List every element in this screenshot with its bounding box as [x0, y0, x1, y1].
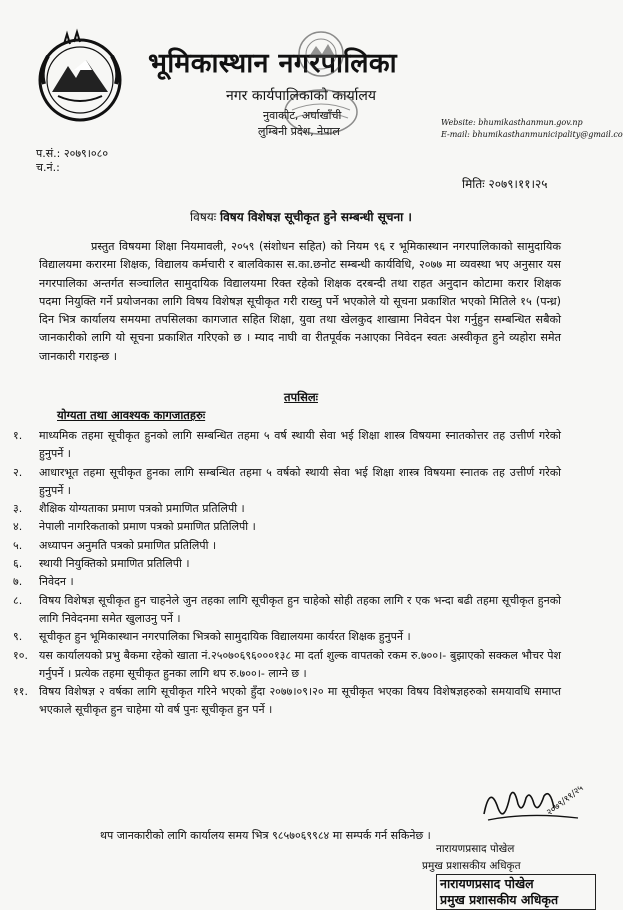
handwritten-signature	[478, 774, 590, 832]
list-item	[13, 628, 561, 646]
item-text: शैक्षिक योग्यताका प्रमाण पत्रको प्रमाणित प्रतिलिपी ।	[39, 502, 245, 516]
subject-label: विषयः	[190, 210, 217, 224]
item-text: विषय विशेषज्ञ २ वर्षका लागि सूचीकृत गरिने भएको हुँदा २०७७।०९।२० मा सूचीकृत भएका विषय विशेषज्ञहरुको समयावधि समाप्त भएकाले सूचीकृत हुन चाहेमा यो वर्ष पुनः सूचीकृत हुन पर्ने ।	[39, 685, 561, 717]
item-text: आधारभूत तहमा सूचीकृत हुनका लागि सम्बन्धित तहमा ५ वर्षको स्थायी सेवा भई शिक्षा शास्त्र विषयमा स्नातक तह उत्तीर्ण गरेको हुनुपर्ने ।	[39, 465, 561, 497]
item-text: नेपाली नागरिकताको प्रमाण पत्रको प्रमाणित प्रतिलिपी ।	[39, 520, 256, 534]
svg-text:२०७९/११/२५: २०७९/११/२५	[545, 783, 586, 819]
list-item	[13, 464, 561, 501]
subject-text: विषय विशेषज्ञ सूचीकृत हुने सम्बन्धी सूचना ।	[219, 210, 412, 224]
stamp-name: नारायणप्रसाद पोखेल	[440, 876, 534, 891]
dispatch-number: च.नं.:	[36, 161, 60, 174]
item-number: ३.	[13, 502, 23, 516]
email-text: E-mail: bhumikasthanmunicipality@gmail.co	[441, 130, 623, 139]
requirements-list	[13, 427, 561, 720]
list-item	[13, 683, 561, 720]
item-number: ५.	[13, 538, 23, 552]
item-text: सूचीकृत हुन भूमिकास्थान नगरपालिका भित्रको सामुदायिक विद्यालयमा कार्यरत शिक्षक हुनुपर्ने ।	[39, 630, 411, 644]
item-text: विषय विशेषज्ञ सूचीकृत हुन चाहनेले जुन तहका लागि सूचीकृत हुन चाहेको सोही तहका लागि र एक भन्दा बढी तहमा सूचीकृत हुनको लागि निवेदनमा समेत खुलाउनु पर्ने ।	[39, 593, 561, 625]
government-emblem-icon	[34, 30, 126, 122]
list-item	[13, 647, 561, 684]
item-text: माध्यमिक तहमा सूचीकृत हुनको लागि सम्बन्धित तहमा ५ वर्ष स्थायी सेवा भई शिक्षा शास्त्र विषयमा स्नातकोत्तर तह उत्तीर्ण गरेको हुनुपर्ने ।	[39, 429, 561, 461]
list-item	[13, 555, 561, 573]
address-line-2: लुम्बिनी प्रदेश, नेपाल	[258, 125, 340, 138]
notice-body: प्रस्तुत विषयमा शिक्षा नियमावली, २०५९ (संशोधन सहित) को नियम ९६ र भूमिकास्थान नगरपालिकाको सामुदायिक विद्यालयमा करारमा शिक्षक, विद्यालय कर्मचारी र बालविकास स.का.छनोट सम्बन्धी कार्यविधि, २०७७ मा व्यवस्था भए अनुसार यस नगरपालिका अन्तर्गत सञ्चालित सामुदायिक विद्यालयमा रिक्त रहेको शिक्षक दरबन्दी तथा राहत अनुदान कोटामा करार शिक्षक पदमा नियुक्ति गर्ने प्रयोजनका लागि विषय विशेषज्ञ सूचीकृत गरी राख्नु पर्ने भएकोले यो सूचना प्रकाशित भएको मितिले १५ (पन्ध्र) दिन भित्र कार्यालय समयमा तपसिलका कागजात सहित शिक्षा, युवा तथा खेलकुद शाखामा निवेदन पेश गर्नुहुन सम्बन्धित सबैको जानकारीको लागि यो सूचना प्रकाशित गरिएको छ । म्याद नाघी वा रीतपूर्वक नआएका निवेदन स्वतः अस्वीकृत हुने व्यहोरा समेत जानकारी गराइन्छ ।	[39, 240, 561, 363]
subject-line	[0, 208, 602, 225]
signatory-designation: प्रमुख प्रशासकीय अधिकृत	[422, 860, 521, 872]
signatory-stamp	[436, 874, 596, 910]
stamp-designation: प्रमुख प्रशासकीय अधिकृत	[440, 892, 559, 907]
signatory-name: नारायणप्रसाद पोखेल	[436, 843, 515, 855]
contact-line: थप जानकारीको लागि कार्यालय समय भित्र ९८५७०६९९८४ मा सम्पर्क गर्न सकिनेछ ।	[100, 829, 431, 842]
list-item	[13, 573, 561, 591]
item-text: यस कार्यालयको प्रभु बैकमा रहेको खाता नं.२५०७०६९६०००१३८ मा दर्ता शुल्क वापतको रकम रु.७००।- बुझाएको सक्कल भौचर पेश गर्नुपर्ने । प्रत्येक तहमा सूचीकृत हुनका लागि थप रु.७००।- लाग्ने छ ।	[39, 648, 561, 680]
item-number: ९.	[13, 630, 23, 644]
municipality-title: भूमिकास्थान नगरपालिका	[148, 48, 397, 79]
list-item	[13, 500, 561, 518]
item-text: निवेदन ।	[39, 575, 74, 589]
address-line-1: नुवाकोट, अर्घाखाँची	[263, 109, 342, 122]
list-item	[13, 537, 561, 555]
notice-date: मितिः २०७९।११।२५	[462, 177, 548, 191]
item-number: ७.	[13, 575, 23, 589]
qualifications-heading: योग्यता तथा आवश्यक कागजातहरुः	[57, 408, 206, 422]
list-item	[13, 427, 561, 464]
office-seal-icon	[278, 28, 364, 138]
reference-number: प.सं.: २०७९।०८०	[36, 147, 109, 160]
item-number: २.	[13, 465, 23, 479]
item-number: ४.	[13, 520, 23, 534]
item-text: स्थायी नियुक्तिको प्रमाणित प्रतिलिपी ।	[39, 557, 190, 571]
details-heading: तपसिलः	[284, 390, 318, 404]
list-item	[13, 592, 561, 629]
item-number: १०.	[13, 648, 28, 662]
list-item	[13, 518, 561, 536]
office-subtitle: नगर कार्यपालिकाको कार्यालय	[226, 88, 376, 104]
item-number: ८.	[13, 593, 23, 607]
item-number: १.	[13, 429, 23, 442]
website-text: Website: bhumikasthanmun.gov.np	[441, 118, 583, 127]
item-text: अध्यापन अनुमति पत्रको प्रमाणित प्रतिलिपी ।	[39, 538, 217, 552]
item-number: ६.	[13, 557, 23, 571]
item-number: ११.	[13, 685, 28, 699]
